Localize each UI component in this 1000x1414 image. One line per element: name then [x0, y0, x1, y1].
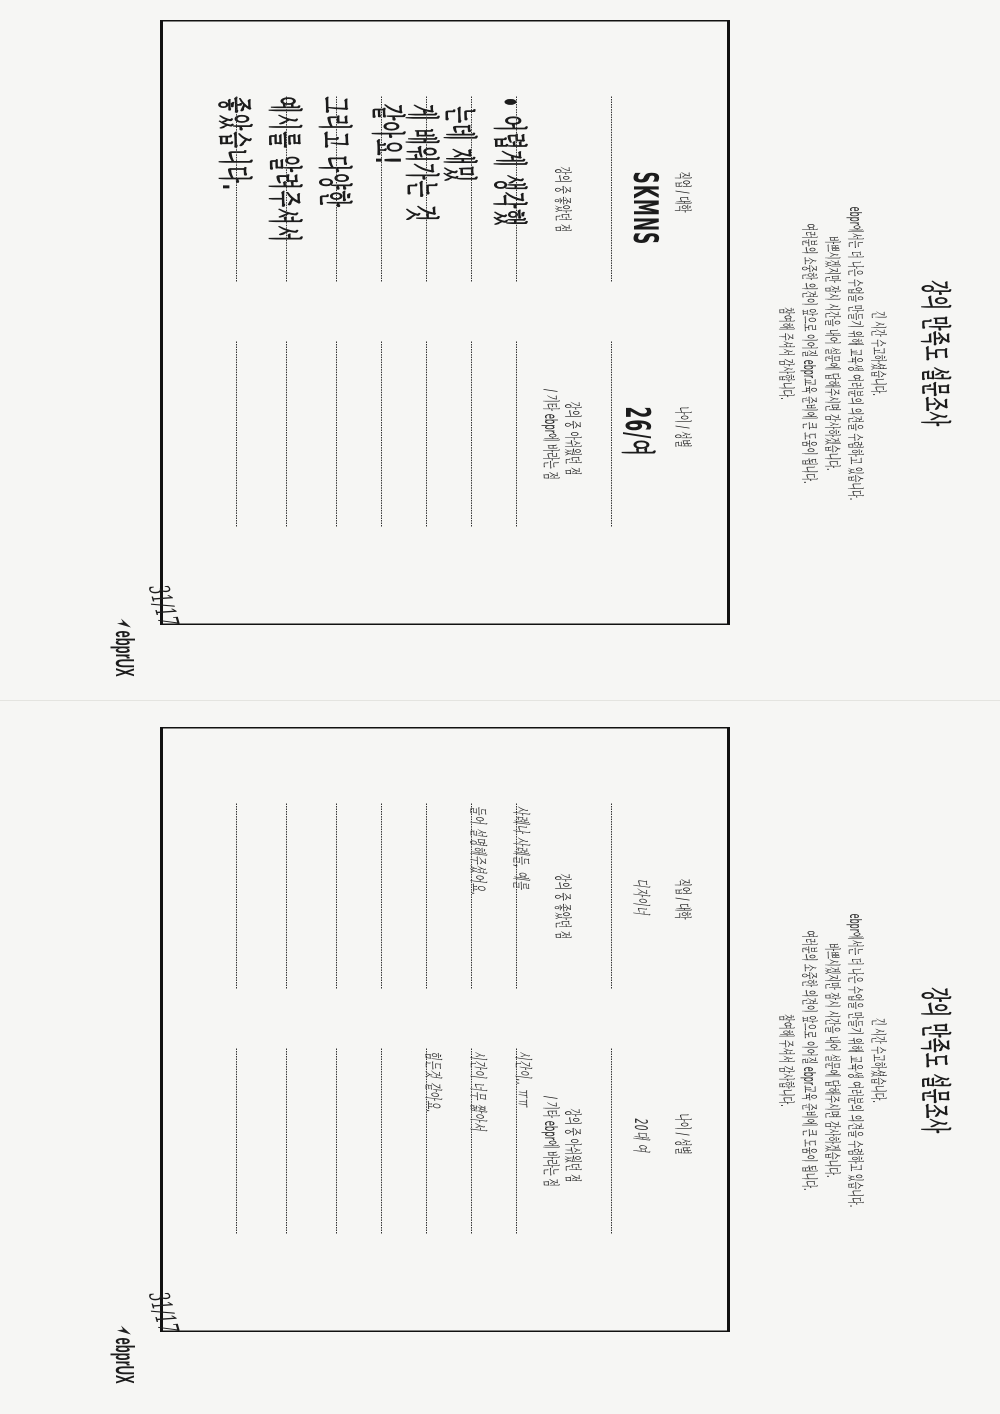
survey-intro	[775, 707, 890, 1414]
answer-line	[471, 97, 472, 282]
wishes-label: / 기타 ebpr에 바라는 점	[540, 1096, 560, 1187]
ebprux-logo	[109, 1325, 140, 1384]
answer-line	[286, 804, 287, 989]
answer-line	[336, 1049, 337, 1234]
bad-points-label: 강의 중 아쉬웠던 점	[562, 401, 582, 476]
answer-line	[611, 342, 612, 527]
answer-line	[381, 97, 382, 282]
intro-line: ebpr에서는 더 나은 수업을 만들기 위해 교육생 여러분의 의견을 수렴하고 있습니다.	[846, 913, 865, 1208]
good-answer-line: 게 배워가는 것	[401, 104, 441, 223]
answer-line	[471, 1049, 472, 1234]
logo-text: ebprUX	[110, 1337, 140, 1384]
intro-line: 바쁘시겠지만 잠시 시간을 내어 설문에 답해주시면 감사하겠습니다.	[823, 943, 842, 1178]
answer-line	[381, 1049, 382, 1234]
age-gender-label: 나이 / 성별	[672, 406, 692, 448]
intro-line: ebpr에서는 더 나은 수업을 만들기 위해 교육생 여러분의 의견을 수렴하고 있습니다.	[846, 206, 865, 501]
bad-answer-line: 시간이 너무 짧아서	[467, 1051, 488, 1132]
answer-line	[516, 342, 517, 527]
intro-line: 바쁘시겠지만 잠시 시간을 내어 설문에 답해주시면 감사하겠습니다.	[823, 236, 842, 471]
answer-line	[611, 1049, 612, 1234]
answer-line	[611, 97, 612, 282]
intro-line: 참여해 주셔서 감사합니다.	[777, 307, 796, 400]
intro-line: 여러분의 소중한 의견이 앞으로 이어질 ebpr교육 준비에 큰 도움이 됩니다.	[800, 930, 819, 1191]
job-label: 직업 / 대학	[672, 878, 692, 920]
answer-line	[516, 97, 517, 282]
good-answer-line: 들어 설명해주셨어요.	[467, 806, 488, 896]
ebprux-logo	[109, 618, 140, 677]
job-answer: 디자이너	[630, 878, 651, 916]
survey-title: 강의 만족도 설문조사	[917, 987, 952, 1134]
answer-line	[286, 97, 287, 282]
answer-line	[426, 97, 427, 282]
good-answer-line: 는데 재밌	[439, 106, 479, 184]
answer-line	[471, 804, 472, 989]
good-answer-line: 좋았습니다.	[214, 96, 254, 192]
answer-line	[381, 804, 382, 989]
answer-line	[426, 342, 427, 527]
survey-intro	[775, 0, 890, 707]
job-answer: SKMNS	[625, 171, 665, 246]
age-gender-answer: 26/여	[617, 406, 657, 457]
survey-title: 강의 만족도 설문조사	[917, 280, 952, 427]
age-gender-label: 나이 / 성별	[672, 1113, 692, 1155]
good-answer-line: • 어렵게 생각했	[489, 96, 529, 227]
answer-line	[236, 97, 237, 282]
answer-line	[286, 1049, 287, 1234]
answer-line	[611, 804, 612, 989]
good-answer-line: 그리고 다양한	[314, 96, 354, 208]
survey-sheet	[0, 707, 1000, 1414]
answer-line	[236, 342, 237, 527]
good-answer-line: 사례나 사례들, 예를	[510, 806, 531, 890]
answer-line	[236, 1049, 237, 1234]
answer-line	[426, 804, 427, 989]
intro-line: 긴 시간 수고하셨습니다.	[869, 1018, 888, 1103]
answer-line	[471, 342, 472, 527]
survey-form-box	[160, 727, 730, 1332]
answer-line	[381, 342, 382, 527]
bird-icon	[114, 618, 136, 629]
handwritten-page-number: 31/17	[141, 584, 186, 627]
answer-line	[516, 804, 517, 989]
answer-line	[426, 1049, 427, 1234]
answer-line	[336, 342, 337, 527]
bad-answer-line: 힘든것 같아요.	[422, 1051, 443, 1113]
age-gender-answer: 20대 여	[630, 1118, 651, 1153]
bird-icon	[114, 1325, 136, 1336]
answer-line	[516, 1049, 517, 1234]
good-answer-line: 같아요!	[367, 104, 407, 166]
good-points-label: 강의 중 좋았던 점	[552, 873, 572, 940]
bad-answer-line: 시간이.. ㅠㅠ	[512, 1051, 533, 1108]
intro-line: 여러분의 소중한 의견이 앞으로 이어질 ebpr교육 준비에 큰 도움이 됩니다.	[800, 223, 819, 484]
logo-text: ebprUX	[110, 630, 140, 677]
wishes-label: / 기타 ebpr에 바라는 점	[540, 389, 560, 480]
handwritten-page-number: 31/17	[141, 1291, 186, 1334]
survey-form-box	[160, 20, 730, 625]
good-points-label: 강의 중 좋았던 점	[552, 166, 572, 233]
job-label: 직업 / 대학	[672, 171, 692, 213]
answer-line	[286, 342, 287, 527]
answer-line	[336, 804, 337, 989]
bad-points-label: 강의 중 아쉬웠던 점	[562, 1108, 582, 1183]
answer-line	[236, 804, 237, 989]
good-answer-line: 예시를 알려주셔서	[264, 96, 304, 243]
answer-line	[336, 97, 337, 282]
intro-line: 참여해 주셔서 감사합니다.	[777, 1014, 796, 1107]
intro-line: 긴 시간 수고하셨습니다.	[869, 311, 888, 396]
